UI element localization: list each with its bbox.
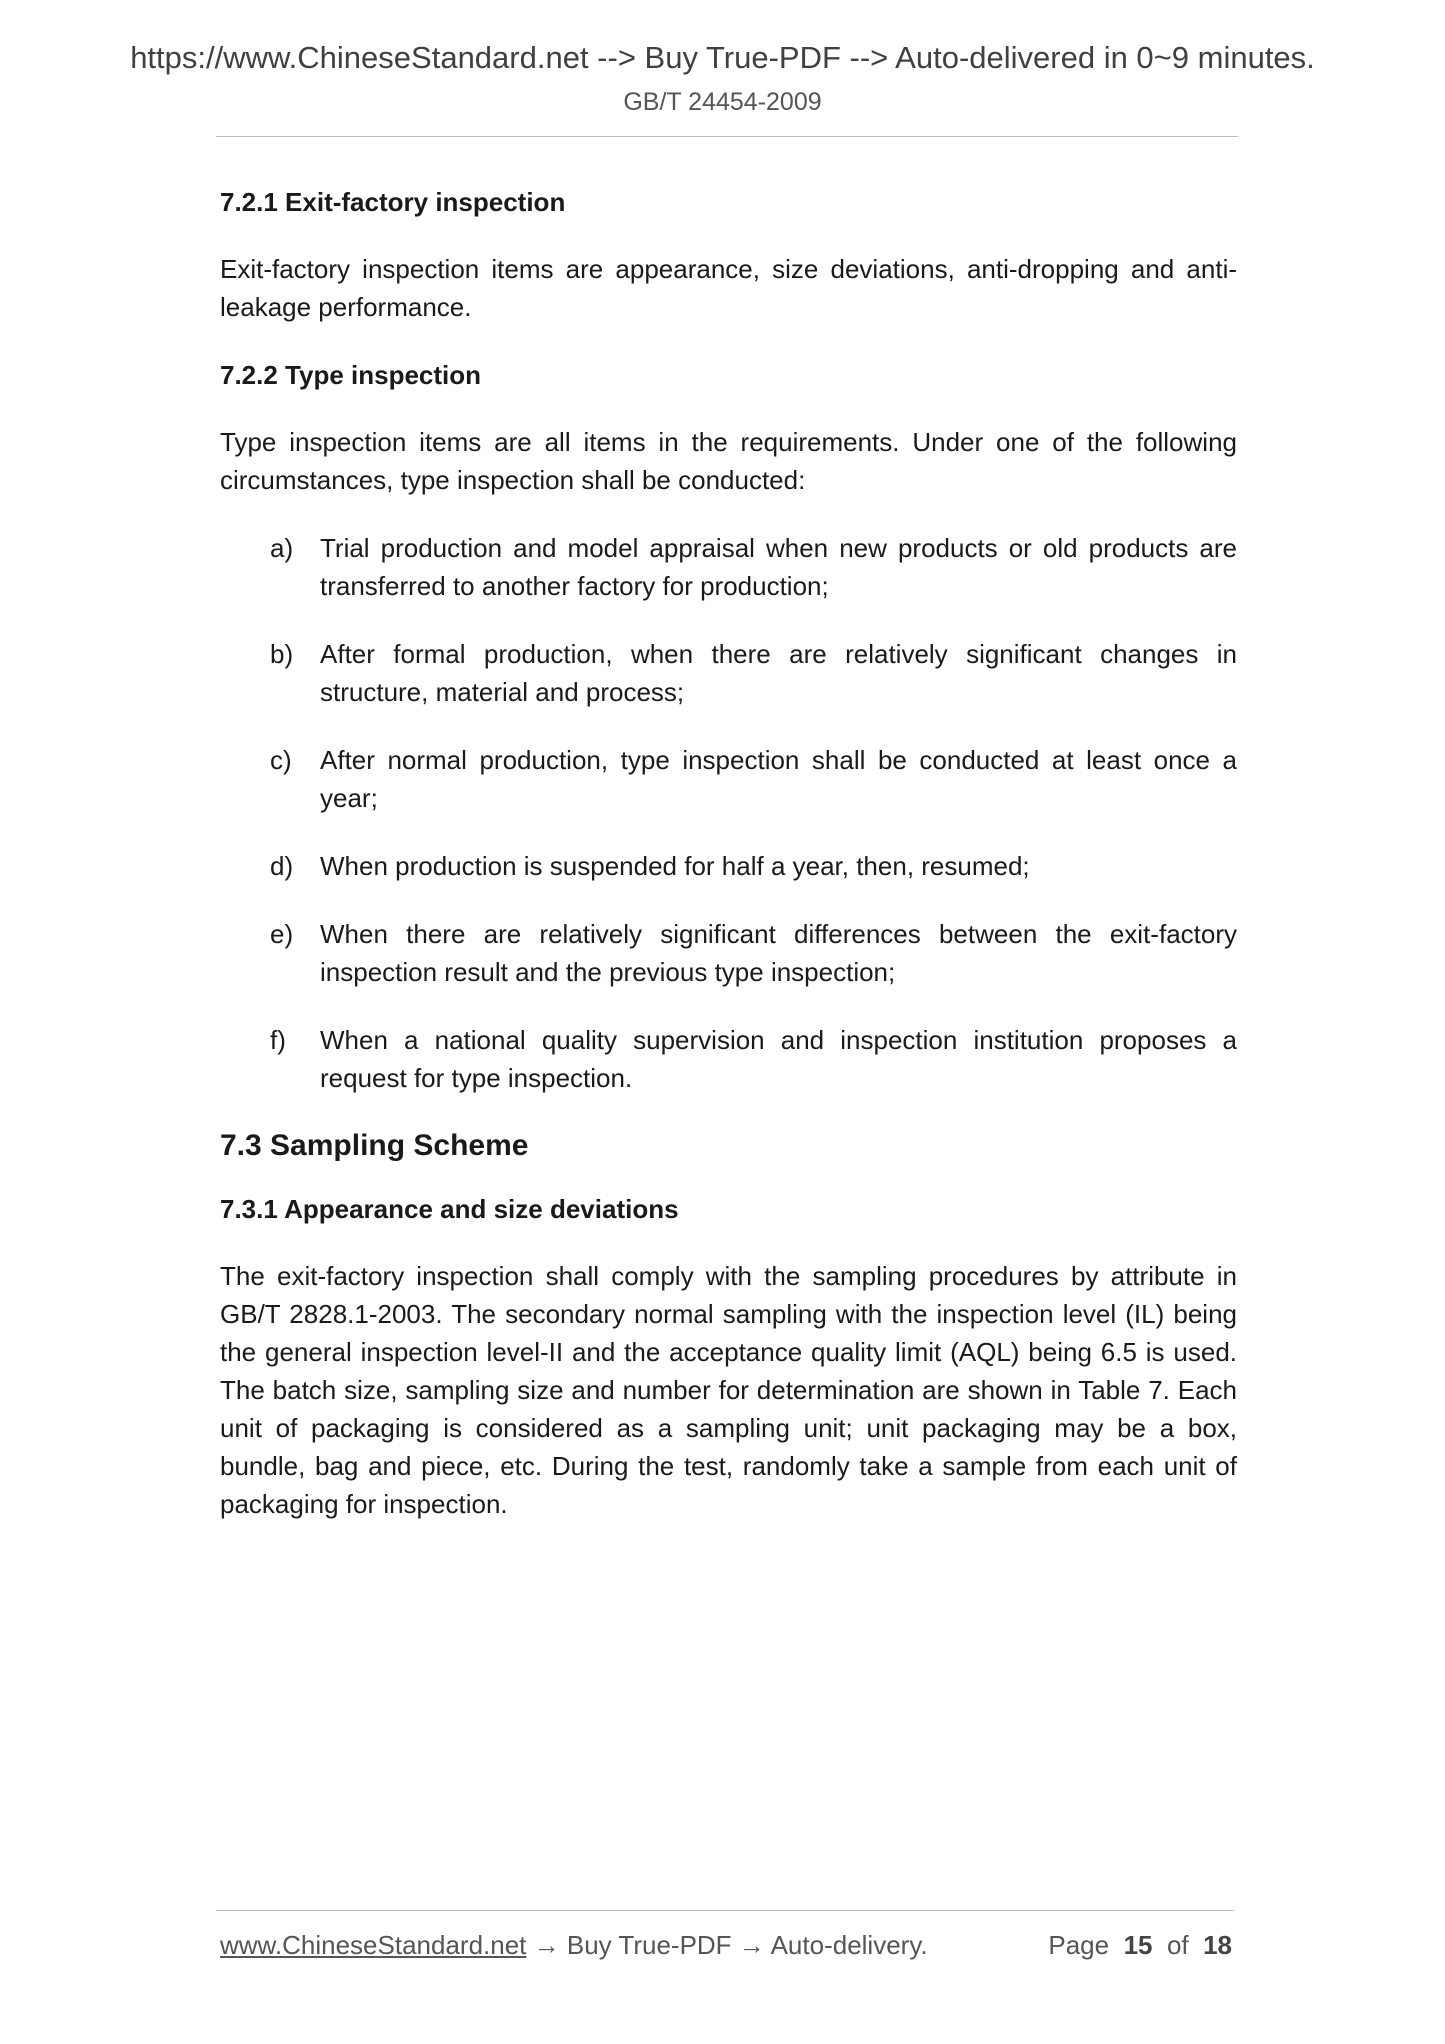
- list-item-text: Trial production and model appraisal when new products or old products are transferred to another factory for production;: [320, 533, 1237, 601]
- paragraph-7-3-1: The exit-factory inspection shall comply with the sampling procedures by attribute in GB/T 2828.1-2003. The secondary normal sampling with the inspection level (IL) being the general inspection level-II and the acceptance quality limit (AQL) being 6.5 is used. The batch size, sampling size and number for determination are shown in Table 7. Each unit of packaging is considered as a sampling unit; unit packaging may be a box, bundle, bag and piece, etc. During the test, randomly take a sample from each unit of packaging for inspection.: [220, 1261, 1237, 1519]
- footer-arrow: →: [526, 1930, 567, 1960]
- list-item: [220, 847, 1237, 885]
- heading-7-2-1: 7.2.1 Exit-factory inspection: [220, 187, 566, 217]
- page-content: [220, 183, 1237, 1553]
- page-of-label: of: [1166, 1930, 1189, 1960]
- footer-buy-text: Buy True-PDF: [566, 1930, 732, 1960]
- list-item-text: When there are relatively significant differences between the exit-factory inspection result and the previous type inspection;: [320, 919, 1237, 987]
- list-item: [220, 1021, 1237, 1097]
- list-item-text: When production is suspended for half a year, then, resumed;: [320, 851, 1030, 881]
- footer-arrow: →: [731, 1930, 771, 1960]
- list-item-text: When a national quality supervision and inspection institution proposes a request for type inspection.: [320, 1025, 1237, 1093]
- paragraph-7-2-2: Type inspection items are all items in the requirements. Under one of the following circumstances, type inspection shall be conducted:: [220, 427, 1237, 495]
- header-divider: [216, 136, 1238, 137]
- footer-delivery-text: Auto-delivery.: [770, 1930, 928, 1960]
- paragraph-7-2-1: Exit-factory inspection items are appearance, size deviations, anti-dropping and anti-leakage performance.: [220, 254, 1237, 322]
- list-item-text: After normal production, type inspection shall be conducted at least once a year;: [320, 745, 1237, 813]
- footer-site-link[interactable]: www.ChineseStandard.net: [220, 1930, 527, 1960]
- list-item: [220, 529, 1237, 605]
- type-inspection-list: [220, 529, 1237, 1097]
- page-number: 15: [1123, 1930, 1153, 1960]
- heading-7-3-1: 7.3.1 Appearance and size deviations: [220, 1194, 679, 1224]
- page-footer: [220, 1930, 1232, 1961]
- page-label: Page: [1048, 1930, 1110, 1960]
- list-marker: e): [270, 919, 294, 949]
- list-marker: c): [270, 745, 292, 775]
- list-marker: a): [270, 533, 294, 563]
- page-indicator: [1048, 1930, 1232, 1961]
- document-id: GB/T 24454-2009: [623, 88, 822, 116]
- heading-7-2-2: 7.2.2 Type inspection: [220, 360, 482, 390]
- list-marker: f): [270, 1025, 286, 1055]
- list-item-text: After formal production, when there are relatively significant changes in structure, material and process;: [320, 639, 1237, 707]
- top-banner: https://www.ChineseStandard.net --> Buy True-PDF --> Auto-delivered in 0~9 minutes.: [130, 40, 1315, 75]
- list-marker: b): [270, 639, 294, 669]
- list-item: [220, 741, 1237, 817]
- page-total: 18: [1203, 1930, 1232, 1960]
- list-item: [220, 915, 1237, 991]
- footer-divider: [216, 1910, 1234, 1911]
- heading-7-3: 7.3 Sampling Scheme: [220, 1129, 529, 1162]
- list-item: [220, 635, 1237, 711]
- list-marker: d): [270, 851, 294, 881]
